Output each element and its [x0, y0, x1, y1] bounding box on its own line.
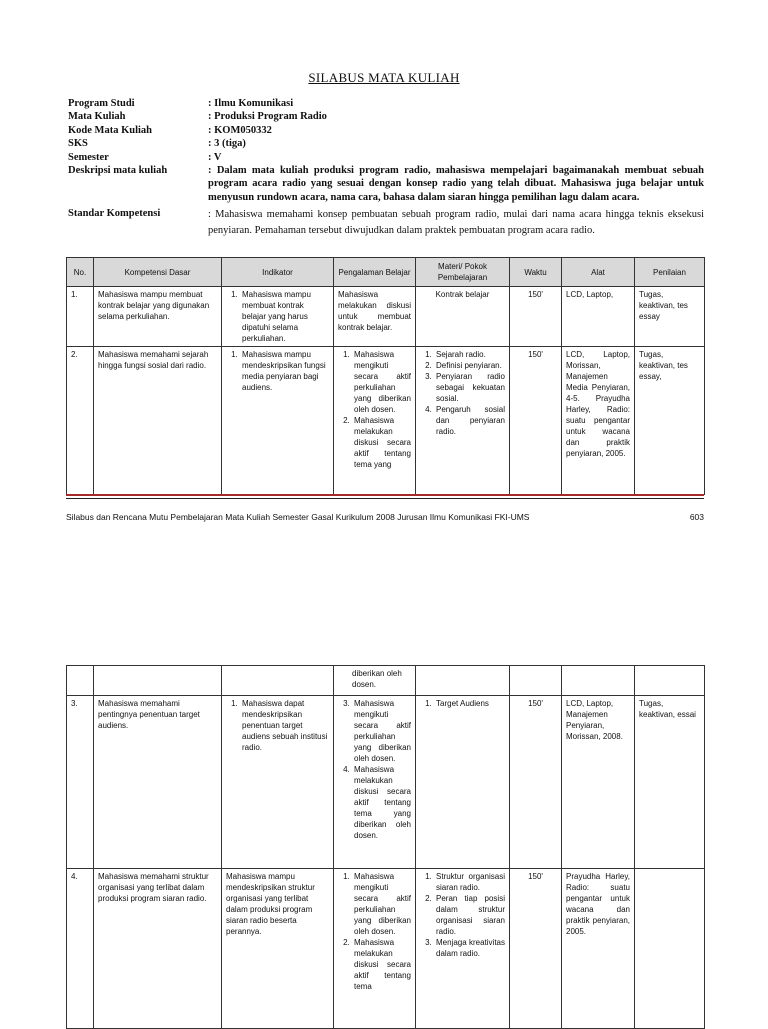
info-value: : Produksi Program Radio	[208, 111, 327, 123]
list-item: 1. Target Audiens	[434, 698, 505, 709]
table-row	[67, 666, 705, 696]
cell-indikator: Mahasiswa mampu mendeskripsikan struktur organisasi yang terlibat dalam produksi program siaran radio beserta perannya.	[222, 869, 334, 1029]
cell-waktu: 150'	[510, 347, 562, 495]
cell-penilaian	[635, 869, 705, 1029]
indikator-list	[226, 698, 329, 753]
info-value: : Mahasiswa memahami konsep pembuatan sebuah program radio, mulai dari nama acara hingga teknis eksekusi penyiaran. Pemahaman tersebut diwujudkan dalam praktek pembuatan program acara radio.	[208, 209, 704, 237]
pengalaman-list	[338, 698, 411, 841]
cell-alat: Prayudha Harley, Radio: suatu pengantar untuk wacana dan praktik penyiaran, 2005.	[562, 869, 635, 1029]
info-value: : Dalam mata kuliah produksi program radio, mahasiswa mempelajari bagaimanakah membuat sebuah program acara radio yang sesuai dengan konsep radio yang telah dibuat. Mahasiswa juga belajar untuk menyusun rundown acara, nama cara, bahasa dalam siaran hingga pemilihan lagu dalam acara.	[208, 165, 704, 203]
cell-materi	[416, 869, 510, 1029]
list-item: 1. Mahasiswa dapat mendeskripsikan penentuan target audiens sebuah institusi radio.	[240, 698, 329, 753]
cell-kompetensi: Mahasiswa memahami pentingnya penentuan target audiens.	[94, 696, 222, 869]
cell-kompetensi: Mahasiswa mampu membuat kontrak belajar yang digunakan selama perkuliahan.	[94, 287, 222, 347]
list-item: 3. Penyiaran radio sebagai kekuatan sosial.	[434, 371, 505, 404]
page-number: 603	[689, 512, 704, 522]
cell-indikator	[222, 666, 334, 696]
cell-indikator	[222, 287, 334, 347]
info-row-program-studi	[68, 97, 704, 110]
cell-pengalaman: Mahasiswa melakukan diskusi untuk membuat kontrak belajar.	[334, 287, 416, 347]
cell-waktu: 150'	[510, 287, 562, 347]
list-item: 2. Mahasiswa melakukan diskusi secara aktif tentang tema	[352, 937, 411, 992]
info-label: Kode Mata Kuliah	[68, 124, 153, 136]
column-header: Materi/ Pokok Pembelajaran	[416, 258, 510, 287]
info-value: : 3 (tiga)	[208, 138, 246, 150]
cell-waktu: 150'	[510, 869, 562, 1029]
info-row-deskripsi	[68, 164, 704, 204]
cell-no	[67, 666, 94, 696]
info-row-kode	[68, 124, 704, 137]
syllabus-table-page-2	[66, 665, 705, 1029]
info-row-sks	[68, 137, 704, 150]
table-header-row	[67, 258, 705, 287]
info-label: SKS	[68, 138, 88, 150]
list-item: 3. Mahasiswa mengikuti secara aktif perkuliahan yang diberikan oleh dosen.	[352, 698, 411, 764]
column-header: Pengalaman Belajar	[334, 258, 416, 287]
cell-alat: LCD, Laptop,	[562, 287, 635, 347]
list-item: 3. Menjaga kreativitas dalam radio.	[434, 937, 505, 959]
cell-materi	[416, 666, 510, 696]
column-header: Waktu	[510, 258, 562, 287]
cell-kompetensi	[94, 666, 222, 696]
column-header: Indikator	[222, 258, 334, 287]
info-value: : V	[208, 151, 222, 163]
cell-penilaian: Tugas, keaktivan, tes essay	[635, 287, 705, 347]
table-row	[67, 696, 705, 869]
list-item: 1. Mahasiswa mampu membuat kontrak belajar yang harus dipatuhi selama perkuliahan.	[240, 289, 329, 344]
cell-alat: LCD, Laptop, Morissan, Manajemen Media Penyiaran, 4-5. Prayudha Harley, Radio: suatu pengantar untuk wacana dan praktik penyiaran, 2005.	[562, 347, 635, 495]
list-item: 1. Mahasiswa mengikuti secara aktif perkuliahan yang diberikan oleh dosen.	[352, 871, 411, 937]
cell-alat	[562, 666, 635, 696]
cell-indikator	[222, 347, 334, 495]
table-row	[67, 869, 705, 1029]
footer-text: Silabus dan Rencana Mutu Pembelajaran Mata Kuliah Semester Gasal Kurikulum 2008 Jurusan Ilmu Komunikasi FKI-UMS	[66, 512, 530, 522]
column-header: Alat	[562, 258, 635, 287]
info-label: Standar Kompetensi	[68, 208, 161, 220]
info-value: : KOM050332	[208, 124, 272, 136]
cell-no: 2.	[67, 347, 94, 495]
list-item: 1. Sejarah radio.	[434, 349, 505, 360]
cell-materi	[416, 347, 510, 495]
cell-materi: Kontrak belajar	[416, 287, 510, 347]
cell-indikator	[222, 696, 334, 869]
pengalaman-clip	[338, 349, 411, 470]
document-title: SILABUS MATA KULIAH	[308, 70, 460, 85]
info-label: Mata Kuliah	[68, 111, 126, 123]
table-row	[67, 347, 705, 495]
cell-pengalaman	[334, 347, 416, 495]
materi-list	[420, 871, 505, 959]
cell-penilaian: Tugas, keaktivan, essai	[635, 696, 705, 869]
list-item: 2. Mahasiswa melakukan diskusi secara aktif tentang tema yang	[352, 415, 411, 470]
cell-kompetensi: Mahasiswa memahami sejarah hingga fungsi sosial dari radio.	[94, 347, 222, 495]
cell-pengalaman	[334, 869, 416, 1029]
course-info	[68, 97, 704, 239]
list-item: 1. Mahasiswa mengikuti secara aktif perkuliahan yang diberikan oleh dosen.	[352, 349, 411, 415]
info-value: : Ilmu Komunikasi	[208, 98, 294, 109]
info-label: Semester	[68, 151, 109, 163]
cell-kompetensi: Mahasiswa memahami struktur organisasi yang terlibat dalam produksi program siaran radio.	[94, 869, 222, 1029]
cell-waktu	[510, 666, 562, 696]
pengalaman-list	[338, 871, 411, 992]
cell-penilaian: Tugas, keaktivan, tes essay,	[635, 347, 705, 495]
cell-alat: LCD, Laptop, Manajemen Penyiaran, Morissan, 2008.	[562, 696, 635, 869]
cell-penilaian	[635, 666, 705, 696]
column-header: No.	[67, 258, 94, 287]
syllabus-table-page-1	[66, 257, 705, 495]
cell-waktu: 150'	[510, 696, 562, 869]
info-label: Deskripsi mata kuliah	[68, 165, 168, 177]
info-row-mata-kuliah	[68, 110, 704, 123]
cell-no: 3.	[67, 696, 94, 869]
info-row-semester	[68, 151, 704, 164]
cell-pengalaman: diberikan oleh dosen.	[334, 666, 416, 696]
indikator-list	[226, 349, 329, 393]
indikator-list	[226, 289, 329, 344]
pengalaman-list	[338, 349, 411, 470]
cell-materi	[416, 696, 510, 869]
list-item: 1. Struktur organisasi siaran radio.	[434, 871, 505, 893]
cell-no: 1.	[67, 287, 94, 347]
list-item: 4. Pengaruh sosial dan penyiaran radio.	[434, 404, 505, 437]
footer-divider-red	[66, 494, 704, 496]
cell-pengalaman	[334, 696, 416, 869]
info-label: Program Studi	[68, 98, 135, 109]
column-header: Kompetensi Dasar	[94, 258, 222, 287]
materi-list	[420, 349, 505, 437]
table-row	[67, 287, 705, 347]
page-footer	[66, 512, 704, 522]
list-item: 2. Definisi penyiaran.	[434, 360, 505, 371]
cell-no: 4.	[67, 869, 94, 1029]
footer-divider-black	[66, 498, 704, 499]
list-item: 4. Mahasiswa melakukan diskusi secara aktif tentang tema yang diberikan oleh dosen.	[352, 764, 411, 841]
list-item: 2. Peran tiap posisi dalam struktur organisasi siaran radio.	[434, 893, 505, 937]
materi-list	[420, 698, 505, 709]
info-row-standar-kompetensi	[68, 207, 704, 239]
list-item: 1. Mahasiswa mampu mendeskripsikan fungsi media penyiaran bagi audiens.	[240, 349, 329, 393]
column-header: Penilaian	[635, 258, 705, 287]
